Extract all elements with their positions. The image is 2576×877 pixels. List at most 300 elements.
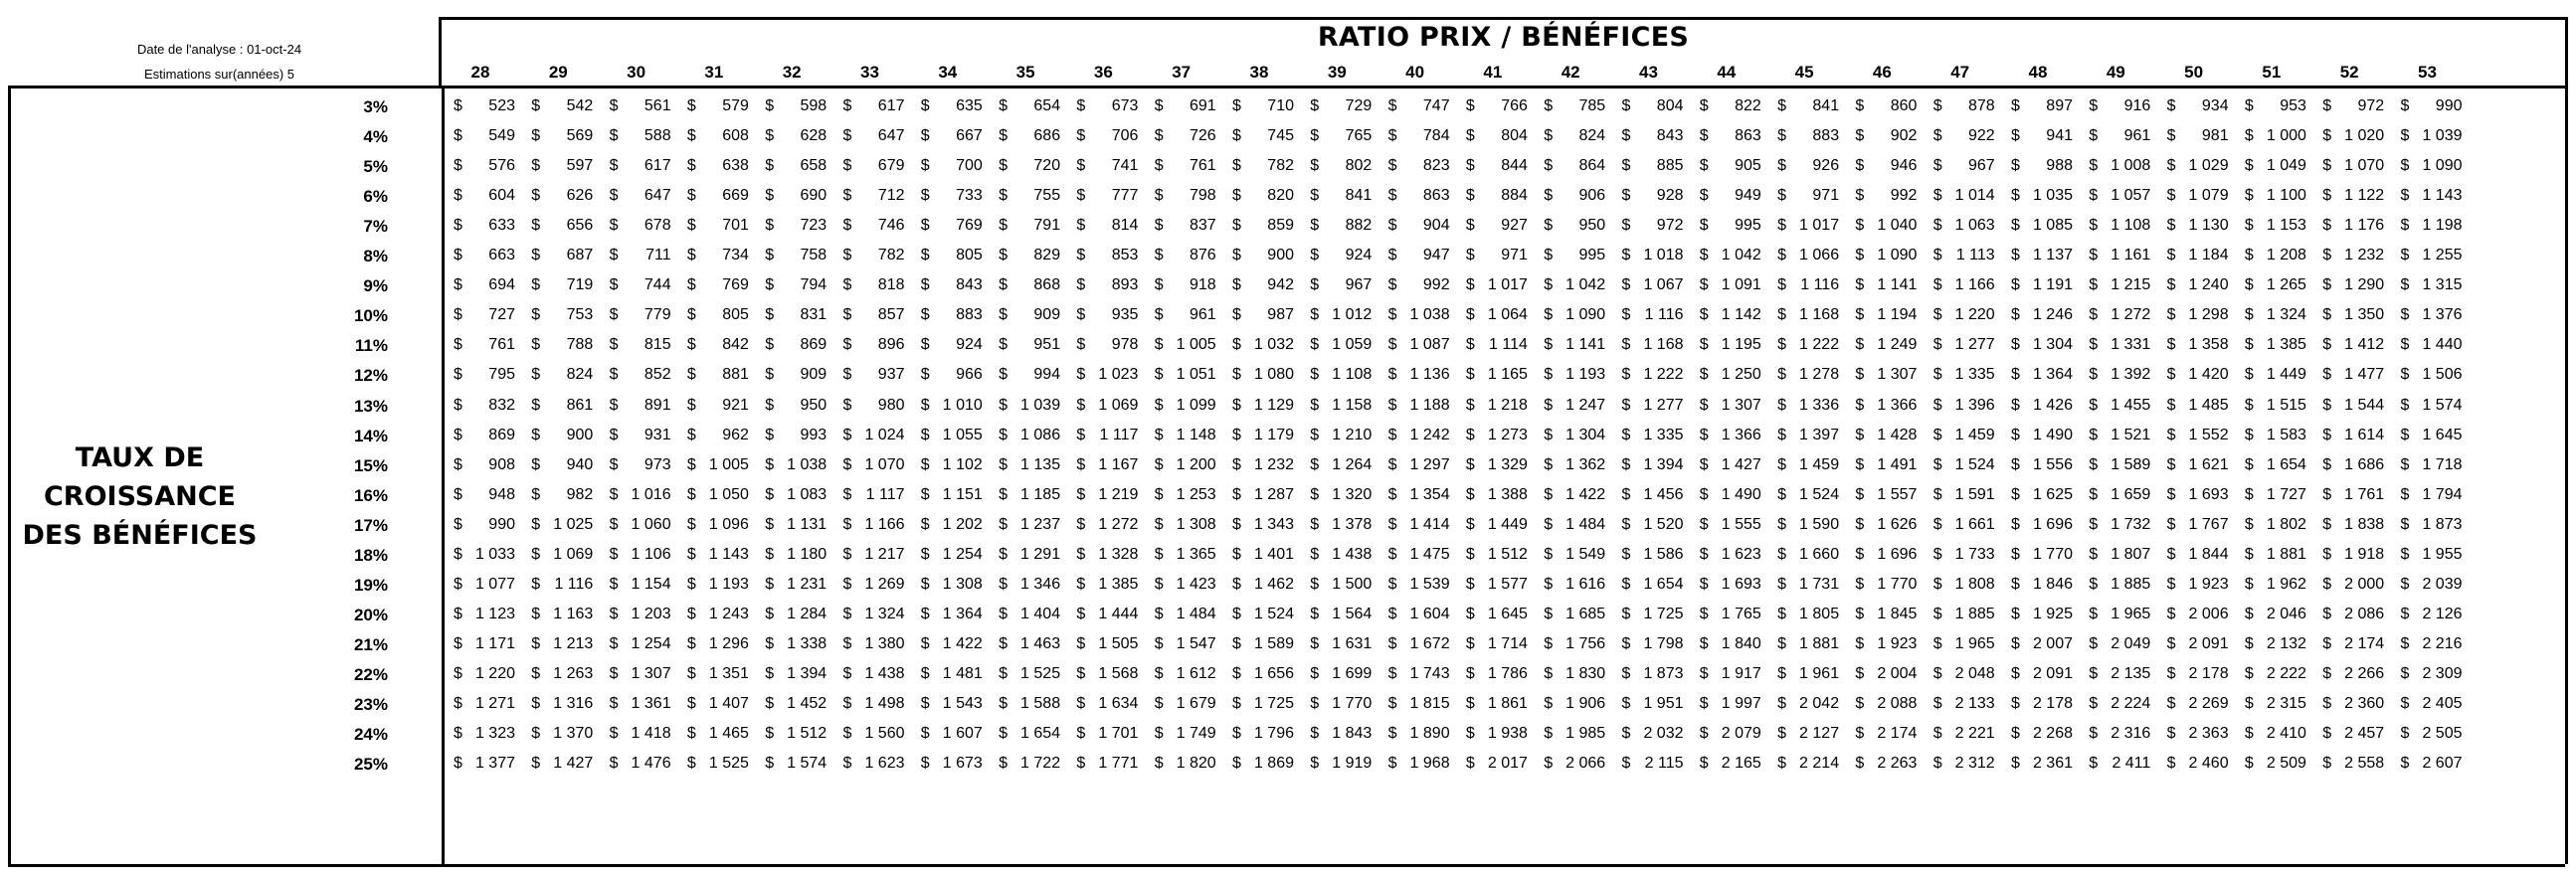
price-cell[interactable] (1765, 456, 1843, 486)
price-cell[interactable] (1765, 157, 1843, 187)
growth-rate-label[interactable]: 19% (353, 575, 388, 595)
price-cell[interactable] (2233, 336, 2310, 366)
price-cell[interactable] (442, 486, 519, 516)
price-cell[interactable] (519, 157, 597, 187)
price-cell[interactable] (1532, 576, 1609, 606)
price-cell[interactable] (1454, 635, 1532, 665)
price-cell[interactable] (1377, 247, 1454, 276)
price-cell[interactable] (987, 665, 1064, 695)
price-cell[interactable] (1843, 187, 1921, 217)
price-cell[interactable] (442, 695, 519, 725)
price-cell[interactable] (1843, 606, 1921, 635)
price-cell[interactable] (2389, 456, 2467, 486)
price-cell[interactable] (1765, 427, 1843, 456)
price-cell[interactable] (909, 157, 987, 187)
price-cell[interactable] (2155, 217, 2233, 247)
price-cell[interactable] (1064, 606, 1142, 635)
price-cell[interactable] (987, 486, 1064, 516)
price-cell[interactable] (987, 516, 1064, 546)
price-cell[interactable] (675, 97, 753, 127)
price-cell[interactable] (909, 427, 987, 456)
price-cell[interactable] (1688, 635, 1765, 665)
price-cell[interactable] (1843, 306, 1921, 336)
price-cell[interactable] (519, 397, 597, 427)
price-cell[interactable] (2310, 397, 2388, 427)
pe-ratio-header[interactable]: 47 (1950, 63, 1970, 82)
price-cell[interactable] (2233, 427, 2310, 456)
price-cell[interactable] (1610, 97, 1688, 127)
price-cell[interactable] (598, 247, 675, 276)
price-cell[interactable] (1999, 755, 2077, 785)
price-cell[interactable] (831, 157, 909, 187)
price-cell[interactable] (1454, 755, 1532, 785)
price-cell[interactable] (753, 635, 830, 665)
price-cell[interactable] (1610, 695, 1688, 725)
price-cell[interactable] (1532, 247, 1609, 276)
price-cell[interactable] (1610, 217, 1688, 247)
price-cell[interactable] (2155, 366, 2233, 396)
price-cell[interactable] (753, 306, 830, 336)
price-cell[interactable] (987, 157, 1064, 187)
price-cell[interactable] (675, 247, 753, 276)
price-cell[interactable] (1454, 97, 1532, 127)
price-cell[interactable] (2077, 187, 2154, 217)
price-cell[interactable] (2077, 486, 2154, 516)
price-cell[interactable] (753, 576, 830, 606)
price-cell[interactable] (1688, 606, 1765, 635)
price-cell[interactable] (675, 456, 753, 486)
price-cell[interactable] (1843, 665, 1921, 695)
price-cell[interactable] (2233, 157, 2310, 187)
price-cell[interactable] (1377, 755, 1454, 785)
price-cell[interactable] (2155, 635, 2233, 665)
price-cell[interactable] (987, 247, 1064, 276)
price-cell[interactable] (1765, 725, 1843, 755)
growth-rate-label[interactable]: 11% (354, 336, 388, 356)
price-cell[interactable] (1220, 725, 1298, 755)
price-cell[interactable] (1064, 97, 1142, 127)
price-cell[interactable] (831, 486, 909, 516)
price-cell[interactable] (519, 606, 597, 635)
price-cell[interactable] (1143, 725, 1220, 755)
price-cell[interactable] (675, 576, 753, 606)
price-cell[interactable] (1999, 635, 2077, 665)
price-cell[interactable] (987, 97, 1064, 127)
price-cell[interactable] (2389, 486, 2467, 516)
price-cell[interactable] (1843, 635, 1921, 665)
price-cell[interactable] (2077, 456, 2154, 486)
price-cell[interactable] (1922, 397, 1999, 427)
price-cell[interactable] (1532, 366, 1609, 396)
price-cell[interactable] (831, 456, 909, 486)
pe-ratio-header[interactable]: 44 (1717, 63, 1737, 82)
price-cell[interactable] (1843, 247, 1921, 276)
price-cell[interactable] (909, 217, 987, 247)
price-cell[interactable] (1377, 97, 1454, 127)
price-cell[interactable] (1298, 397, 1376, 427)
price-cell[interactable] (1064, 217, 1142, 247)
price-cell[interactable] (1532, 486, 1609, 516)
price-cell[interactable] (1532, 546, 1609, 576)
price-cell[interactable] (2077, 427, 2154, 456)
price-cell[interactable] (1220, 456, 1298, 486)
price-cell[interactable] (1688, 187, 1765, 217)
price-cell[interactable] (1688, 276, 1765, 306)
price-cell[interactable] (2077, 397, 2154, 427)
pe-ratio-header[interactable]: 36 (1093, 63, 1113, 82)
price-cell[interactable] (1064, 546, 1142, 576)
price-cell[interactable] (1298, 336, 1376, 366)
price-cell[interactable] (1143, 127, 1220, 157)
price-cell[interactable] (1532, 157, 1609, 187)
price-cell[interactable] (1688, 127, 1765, 157)
price-cell[interactable] (1610, 397, 1688, 427)
price-cell[interactable] (1454, 695, 1532, 725)
price-cell[interactable] (1298, 516, 1376, 546)
price-cell[interactable] (753, 366, 830, 396)
price-cell[interactable] (2310, 427, 2388, 456)
price-cell[interactable] (2233, 456, 2310, 486)
price-cell[interactable] (519, 516, 597, 546)
price-cell[interactable] (2233, 725, 2310, 755)
price-cell[interactable] (2389, 695, 2467, 725)
price-cell[interactable] (519, 217, 597, 247)
price-cell[interactable] (1454, 725, 1532, 755)
price-cell[interactable] (1143, 217, 1220, 247)
price-cell[interactable] (909, 606, 987, 635)
price-cell[interactable] (1064, 276, 1142, 306)
price-cell[interactable] (1377, 725, 1454, 755)
price-cell[interactable] (1688, 366, 1765, 396)
price-cell[interactable] (1298, 725, 1376, 755)
price-cell[interactable] (1843, 546, 1921, 576)
price-cell[interactable] (519, 755, 597, 785)
price-cell[interactable] (675, 306, 753, 336)
price-cell[interactable] (1064, 306, 1142, 336)
price-cell[interactable] (1454, 127, 1532, 157)
price-cell[interactable] (1688, 516, 1765, 546)
price-cell[interactable] (1454, 217, 1532, 247)
price-cell[interactable] (2310, 157, 2388, 187)
price-cell[interactable] (1843, 755, 1921, 785)
price-cell[interactable] (1922, 665, 1999, 695)
price-cell[interactable] (987, 755, 1064, 785)
price-cell[interactable] (2233, 127, 2310, 157)
growth-rate-label[interactable]: 18% (353, 545, 388, 565)
price-cell[interactable] (1843, 217, 1921, 247)
price-cell[interactable] (831, 306, 909, 336)
price-cell[interactable] (442, 576, 519, 606)
price-cell[interactable] (987, 427, 1064, 456)
price-cell[interactable] (598, 456, 675, 486)
price-cell[interactable] (1922, 276, 1999, 306)
price-cell[interactable] (442, 427, 519, 456)
price-cell[interactable] (2233, 606, 2310, 635)
price-cell[interactable] (1922, 695, 1999, 725)
price-cell[interactable] (442, 725, 519, 755)
price-cell[interactable] (598, 755, 675, 785)
price-cell[interactable] (909, 665, 987, 695)
price-cell[interactable] (831, 366, 909, 396)
growth-rate-label[interactable]: 21% (353, 634, 388, 654)
price-cell[interactable] (1843, 336, 1921, 366)
price-cell[interactable] (1610, 247, 1688, 276)
price-cell[interactable] (1377, 665, 1454, 695)
price-cell[interactable] (1765, 366, 1843, 396)
price-cell[interactable] (1843, 516, 1921, 546)
price-cell[interactable] (2155, 725, 2233, 755)
price-cell[interactable] (1143, 427, 1220, 456)
price-cell[interactable] (2310, 187, 2388, 217)
price-cell[interactable] (1220, 187, 1298, 217)
price-cell[interactable] (753, 247, 830, 276)
analysis-date-value[interactable]: 01-oct-24 (247, 42, 302, 57)
price-cell[interactable] (1064, 456, 1142, 486)
price-cell[interactable] (1064, 695, 1142, 725)
price-cell[interactable] (753, 755, 830, 785)
price-cell[interactable] (1999, 725, 2077, 755)
price-cell[interactable] (831, 635, 909, 665)
pe-ratio-header[interactable]: 52 (2339, 63, 2359, 82)
price-cell[interactable] (2155, 306, 2233, 336)
price-cell[interactable] (753, 665, 830, 695)
price-cell[interactable] (909, 486, 987, 516)
price-cell[interactable] (753, 456, 830, 486)
price-cell[interactable] (2077, 217, 2154, 247)
price-cell[interactable] (1922, 157, 1999, 187)
price-cell[interactable] (598, 157, 675, 187)
price-cell[interactable] (1999, 516, 2077, 546)
price-cell[interactable] (675, 486, 753, 516)
price-cell[interactable] (442, 276, 519, 306)
price-cell[interactable] (442, 366, 519, 396)
price-cell[interactable] (598, 427, 675, 456)
price-cell[interactable] (1610, 665, 1688, 695)
price-cell[interactable] (2310, 366, 2388, 396)
price-cell[interactable] (1610, 366, 1688, 396)
price-cell[interactable] (598, 516, 675, 546)
price-cell[interactable] (1064, 635, 1142, 665)
price-cell[interactable] (1064, 427, 1142, 456)
price-cell[interactable] (2155, 187, 2233, 217)
price-cell[interactable] (1143, 576, 1220, 606)
price-cell[interactable] (753, 516, 830, 546)
price-cell[interactable] (675, 187, 753, 217)
price-cell[interactable] (1688, 486, 1765, 516)
price-cell[interactable] (2077, 665, 2154, 695)
price-cell[interactable] (1298, 247, 1376, 276)
price-cell[interactable] (1532, 516, 1609, 546)
pe-ratio-header[interactable]: 53 (2418, 63, 2437, 82)
price-cell[interactable] (442, 635, 519, 665)
price-cell[interactable] (2389, 217, 2467, 247)
price-cell[interactable] (1688, 576, 1765, 606)
price-cell[interactable] (1377, 456, 1454, 486)
price-cell[interactable] (1610, 157, 1688, 187)
price-cell[interactable] (1220, 665, 1298, 695)
growth-rate-label[interactable]: 16% (353, 485, 388, 505)
price-cell[interactable] (442, 97, 519, 127)
price-cell[interactable] (987, 576, 1064, 606)
pe-ratio-header[interactable]: 51 (2262, 63, 2282, 82)
price-cell[interactable] (1765, 576, 1843, 606)
price-cell[interactable] (831, 247, 909, 276)
price-cell[interactable] (2155, 456, 2233, 486)
price-cell[interactable] (442, 456, 519, 486)
price-cell[interactable] (675, 635, 753, 665)
price-cell[interactable] (1610, 306, 1688, 336)
pe-ratio-header[interactable]: 39 (1327, 63, 1347, 82)
price-cell[interactable] (1064, 576, 1142, 606)
price-cell[interactable] (1999, 187, 2077, 217)
price-cell[interactable] (519, 127, 597, 157)
price-cell[interactable] (1377, 516, 1454, 546)
price-cell[interactable] (598, 486, 675, 516)
price-cell[interactable] (1610, 755, 1688, 785)
price-cell[interactable] (2155, 695, 2233, 725)
price-cell[interactable] (2077, 276, 2154, 306)
price-cell[interactable] (2155, 127, 2233, 157)
price-cell[interactable] (1765, 397, 1843, 427)
price-cell[interactable] (1843, 486, 1921, 516)
price-cell[interactable] (1532, 456, 1609, 486)
price-cell[interactable] (2389, 247, 2467, 276)
price-cell[interactable] (1298, 456, 1376, 486)
price-cell[interactable] (1999, 606, 2077, 635)
price-cell[interactable] (1298, 606, 1376, 635)
price-cell[interactable] (1454, 187, 1532, 217)
growth-rate-label[interactable]: 14% (353, 426, 388, 445)
price-cell[interactable] (2077, 157, 2154, 187)
price-cell[interactable] (1220, 635, 1298, 665)
price-cell[interactable] (1610, 546, 1688, 576)
growth-rate-label[interactable]: 22% (353, 664, 388, 684)
price-cell[interactable] (2389, 576, 2467, 606)
price-cell[interactable] (1765, 635, 1843, 665)
price-cell[interactable] (753, 606, 830, 635)
price-cell[interactable] (1377, 486, 1454, 516)
price-cell[interactable] (2389, 276, 2467, 306)
growth-rate-label[interactable]: 20% (353, 605, 388, 624)
price-cell[interactable] (1377, 427, 1454, 456)
price-cell[interactable] (1298, 755, 1376, 785)
price-cell[interactable] (1454, 546, 1532, 576)
price-cell[interactable] (1454, 397, 1532, 427)
price-cell[interactable] (2233, 187, 2310, 217)
price-cell[interactable] (831, 217, 909, 247)
price-cell[interactable] (909, 576, 987, 606)
price-cell[interactable] (1688, 336, 1765, 366)
price-cell[interactable] (2389, 397, 2467, 427)
price-cell[interactable] (1688, 247, 1765, 276)
price-cell[interactable] (675, 276, 753, 306)
price-cell[interactable] (1532, 306, 1609, 336)
price-cell[interactable] (598, 127, 675, 157)
pe-ratio-header[interactable]: 33 (860, 63, 879, 82)
price-cell[interactable] (2077, 606, 2154, 635)
price-cell[interactable] (1064, 247, 1142, 276)
price-cell[interactable] (1064, 755, 1142, 785)
price-cell[interactable] (675, 127, 753, 157)
price-cell[interactable] (442, 755, 519, 785)
price-cell[interactable] (1688, 217, 1765, 247)
price-cell[interactable] (1765, 755, 1843, 785)
price-cell[interactable] (1688, 665, 1765, 695)
price-cell[interactable] (598, 217, 675, 247)
price-cell[interactable] (1143, 336, 1220, 366)
price-cell[interactable] (598, 665, 675, 695)
growth-rate-label[interactable]: 6% (363, 187, 388, 207)
price-cell[interactable] (2310, 97, 2388, 127)
price-cell[interactable] (987, 217, 1064, 247)
price-cell[interactable] (2310, 247, 2388, 276)
price-cell[interactable] (1220, 546, 1298, 576)
price-cell[interactable] (519, 427, 597, 456)
price-cell[interactable] (1688, 306, 1765, 336)
price-cell[interactable] (1377, 187, 1454, 217)
price-cell[interactable] (1532, 127, 1609, 157)
pe-ratio-header[interactable]: 46 (1872, 63, 1892, 82)
price-cell[interactable] (2233, 755, 2310, 785)
price-cell[interactable] (1298, 665, 1376, 695)
price-cell[interactable] (2155, 276, 2233, 306)
price-cell[interactable] (519, 695, 597, 725)
price-cell[interactable] (1922, 456, 1999, 486)
price-cell[interactable] (442, 665, 519, 695)
price-cell[interactable] (1143, 276, 1220, 306)
price-cell[interactable] (519, 665, 597, 695)
price-cell[interactable] (1922, 247, 1999, 276)
price-cell[interactable] (831, 187, 909, 217)
price-cell[interactable] (519, 336, 597, 366)
price-cell[interactable] (909, 97, 987, 127)
price-cell[interactable] (2310, 606, 2388, 635)
price-cell[interactable] (1532, 187, 1609, 217)
price-cell[interactable] (598, 187, 675, 217)
price-cell[interactable] (1922, 725, 1999, 755)
price-cell[interactable] (1220, 247, 1298, 276)
price-cell[interactable] (987, 635, 1064, 665)
price-cell[interactable] (2389, 157, 2467, 187)
price-cell[interactable] (675, 755, 753, 785)
price-cell[interactable] (1377, 546, 1454, 576)
price-cell[interactable] (909, 306, 987, 336)
price-cell[interactable] (831, 97, 909, 127)
price-cell[interactable] (1220, 306, 1298, 336)
price-cell[interactable] (1765, 217, 1843, 247)
price-cell[interactable] (1143, 755, 1220, 785)
price-cell[interactable] (831, 576, 909, 606)
price-cell[interactable] (1999, 306, 2077, 336)
price-cell[interactable] (2389, 97, 2467, 127)
price-cell[interactable] (1843, 97, 1921, 127)
price-cell[interactable] (1298, 546, 1376, 576)
price-cell[interactable] (1999, 427, 2077, 456)
price-cell[interactable] (675, 336, 753, 366)
price-cell[interactable] (2077, 755, 2154, 785)
price-cell[interactable] (753, 336, 830, 366)
price-cell[interactable] (1922, 486, 1999, 516)
price-cell[interactable] (1765, 516, 1843, 546)
price-cell[interactable] (1143, 97, 1220, 127)
price-cell[interactable] (1843, 157, 1921, 187)
price-cell[interactable] (519, 456, 597, 486)
price-cell[interactable] (1220, 366, 1298, 396)
price-cell[interactable] (1843, 366, 1921, 396)
price-cell[interactable] (987, 306, 1064, 336)
price-cell[interactable] (987, 456, 1064, 486)
price-cell[interactable] (1999, 366, 2077, 396)
